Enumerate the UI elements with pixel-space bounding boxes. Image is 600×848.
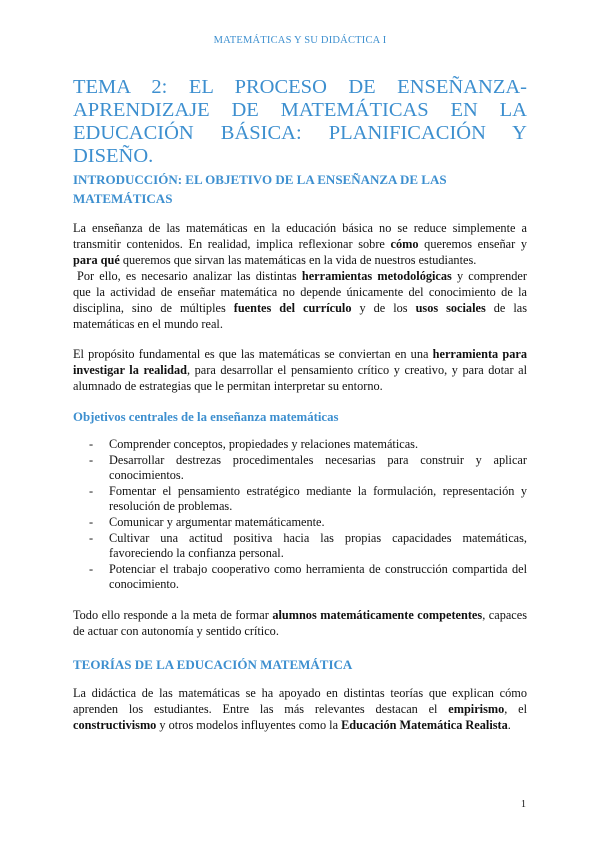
bullet-dash: - bbox=[89, 530, 94, 545]
bullet-dash: - bbox=[89, 483, 94, 498]
intro-heading: INTRODUCCIÓN: EL OBJETIVO DE LA ENSEÑANZA DE LAS MATEMÁTICAS bbox=[73, 172, 447, 206]
document-body bbox=[73, 76, 527, 733]
theories-heading: TEORÍAS DE LA EDUCACIÓN MATEMÁTICA bbox=[73, 656, 353, 672]
list-item: - Comprender conceptos, propiedades y relaciones matemáticas. bbox=[89, 437, 419, 451]
paragraph-intro-2: Por ello, es necesario analizar las distintas herramientas metodológicas y comprender que la actividad de enseñar matemática no depende únicamente del conocimiento de la disciplina, sino de múltiples fuentes del currículo y de los usos sociales de las matemáticas en el mundo real. bbox=[73, 269, 527, 331]
paragraph-competence: Todo ello responde a la meta de formar alumnos matemáticamente competentes, capaces de actuar con autonomía y sentido crítico. bbox=[73, 607, 527, 638]
objectives-heading: Objetivos centrales de la enseñanza matemáticas bbox=[73, 410, 339, 424]
paragraph-purpose: El propósito fundamental es que las matemáticas se conviertan en una herramienta para investigar la realidad, para desarrollar el pensamiento crítico y creativo, y para dotar al alumnado de estrategias que le permitan interpretar su entorno. bbox=[73, 347, 528, 393]
bullet-dash: - bbox=[89, 514, 94, 529]
paragraph-theories: La didáctica de las matemáticas se ha apoyado en distintas teorías que explican cómo aprenden los estudiantes. Entre las más relevantes destacan el empirismo, el constructivismo y otros modelos influyentes como la Educación Matemática Realista. bbox=[73, 685, 527, 732]
bullet-dash: - bbox=[89, 561, 94, 576]
list-item: - Fomentar el pensamiento estratégico mediante la formulación, representación y resolución de problemas. bbox=[89, 483, 527, 514]
bullet-dash: - bbox=[89, 437, 94, 451]
objectives-list bbox=[73, 437, 527, 593]
paragraph-intro-1: La enseñanza de las matemáticas en la educación básica no se reduce simplemente a transmitir contenidos. En realidad, implica reflexionar sobre cómo queremos enseñar y para qué queremos que sirvan las matemáticas en la vida de nuestros estudiantes. bbox=[73, 221, 527, 267]
list-item: - Desarrollar destrezas procedimentales necesarias para construir y aplicar conocimientos. bbox=[89, 452, 527, 483]
document-title: TEMA 2: EL PROCESO DE ENSEÑANZA-APRENDIZAJE DE MATEMÁTICAS EN LA EDUCACIÓN BÁSICA: PLANIFICACIÓN Y DISEÑO. bbox=[73, 76, 527, 167]
list-item: - Potenciar el trabajo cooperativo como herramienta de construcción compartida del conocimiento. bbox=[89, 561, 527, 592]
running-header: MATEMÁTICAS Y SU DIDÁCTICA I bbox=[213, 35, 387, 46]
bullet-dash: - bbox=[89, 452, 94, 467]
list-item: - Cultivar una actitud positiva hacia las propias capacidades matemáticas, favoreciendo la confianza personal. bbox=[89, 530, 527, 561]
list-item: - Comunicar y argumentar matemáticamente. bbox=[89, 514, 325, 529]
page-number: 1 bbox=[521, 799, 526, 810]
